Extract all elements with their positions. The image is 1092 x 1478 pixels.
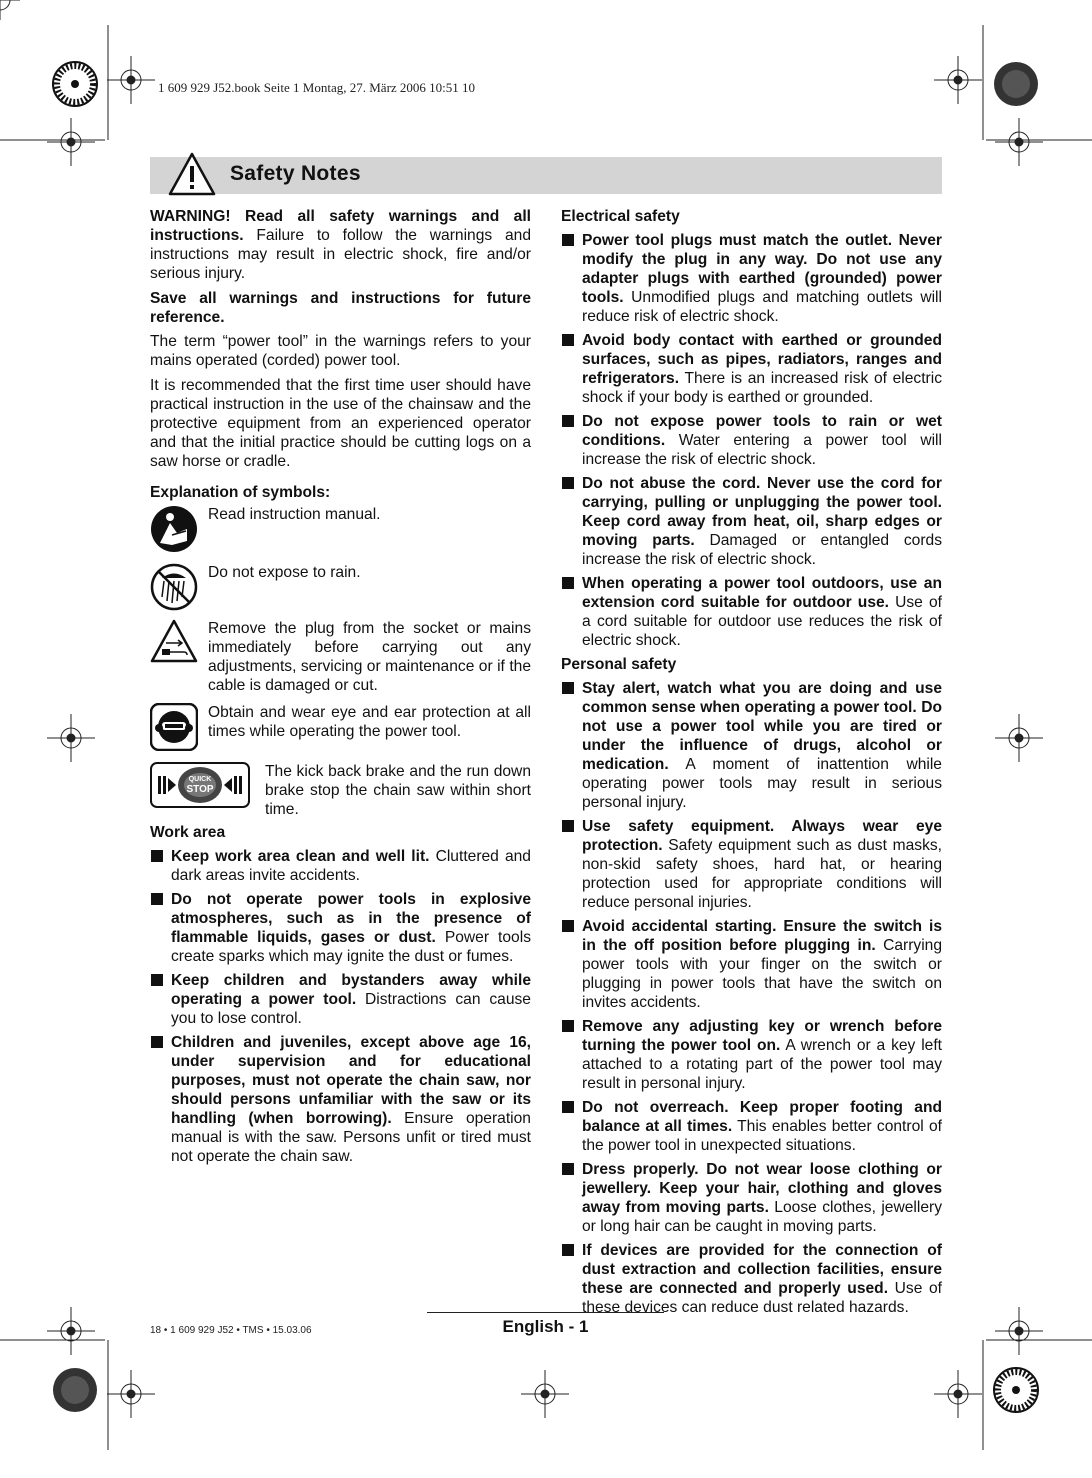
list-item: Remove any adjusting key or wrench before turning the power tool on. A wrench or a key left attached to a rotating part of the power tool may result in personal injury. xyxy=(561,1017,942,1093)
personal-safety-heading: Personal safety xyxy=(561,656,677,673)
warning-paragraph: WARNING! Read all safety warnings and all instructions. Failure to follow the warnings and instructions may result in electric shock, fire and/or serious injury. xyxy=(150,208,531,282)
print-code: 18 • 1 609 929 J52 • TMS • 15.03.06 xyxy=(150,1325,312,1336)
list-item: If devices are provided for the connection of dust extraction and collection facilities, ensure these are connected and properly used. Use of these devices can reduce dust related hazards. xyxy=(561,1241,942,1317)
symbol-row: Remove the plug from the socket or mains immediately before carrying out any adjustments, servicing or maintenance or if the cable is damaged or cut. xyxy=(150,619,531,697)
list-item: Children and juveniles, except above age 16, under supervision and for educational purposes, must not operate the chain saw, nor should persons unfamiliar with the saw or its handling (when borrowing). Ensure operation manual is with the saw. Persons unfit or tired must not operate the chain saw. xyxy=(150,1033,531,1166)
save-instructions: Save all warnings and instructions for future reference. xyxy=(150,290,531,326)
list-item: Keep children and bystanders away while operating a power tool. Distractions can cause you to lose control. xyxy=(150,971,531,1028)
unplug-warning-icon xyxy=(150,619,198,663)
quick-stop-icon xyxy=(150,762,250,808)
quick-stop-label-top: QUICK xyxy=(188,776,212,783)
list-item: Avoid body contact with earthed or grounded surfaces, such as pipes, radiators, ranges and refrigerators. There is an increased risk of electric shock if your body is earthed or grounded. xyxy=(561,331,942,407)
list-item: Avoid accidental starting. Ensure the switch is in the off position before plugging in. Carrying power tools with your finger on the switch or plugging in power tools that have the switch on invites accidents. xyxy=(561,917,942,1012)
list-item: Do not expose power tools to rain or wet conditions. Water entering a power tool will increase the risk of electric shock. xyxy=(561,412,942,469)
page-number: English - 1 xyxy=(427,1312,664,1337)
no-rain-icon xyxy=(150,563,198,611)
list-item: Stay alert, watch what you are doing and use common sense when operating a power tool. Do not use a power tool while you are tired or under the influence of drugs, alcohol or medication. A moment of inattention while operating power tools may result in serious personal injury. xyxy=(561,679,942,812)
symbol-row: Do not expose to rain. xyxy=(150,563,531,613)
list-item: Dress properly. Do not wear loose clothing or jewellery. Keep your hair, clothing and gloves away from moving parts. Loose clothes, jewellery or long hair can be caught in moving parts. xyxy=(561,1160,942,1236)
term-note: The term “power tool” in the warnings refers to your mains operated (corded) power tool. xyxy=(150,333,531,369)
recommendation: It is recommended that the first time user should have practical instruction in the use of the chainsaw and the protective equipment from an experienced operator and that the initial practice should be cutting logs on a saw horse or cradle. xyxy=(150,377,531,470)
right-column xyxy=(561,207,942,1322)
list-item: Do not operate power tools in explosive atmospheres, such as in the presence of flammable liquids, gases or dust. Power tools create sparks which may ignite the dust or fumes. xyxy=(150,890,531,966)
symbol-row: Obtain and wear eye and ear protection at all times while operating the power tool. xyxy=(150,703,531,756)
left-column xyxy=(150,207,531,1171)
symbol-row: Read instruction manual. xyxy=(150,505,531,557)
page-title: Safety Notes xyxy=(230,162,361,185)
list-item: Do not abuse the cord. Never use the cord for carrying, pulling or unplugging the power tool. Keep cord away from heat, oil, sharp edges or moving parts. Damaged or entangled cords increase the risk of electric shock. xyxy=(561,474,942,569)
symbol-row: QUICK STOP The kick back brake and the run down brake stop the chain saw within short time. xyxy=(150,762,531,817)
list-item: Keep work area clean and well lit. Cluttered and dark areas invite accidents. xyxy=(150,847,531,885)
warning-triangle-icon xyxy=(167,151,217,197)
symbols-heading: Explanation of symbols: xyxy=(150,484,331,501)
section-banner xyxy=(150,157,942,194)
list-item: Use safety equipment. Always wear eye protection. Safety equipment such as dust masks, non-skid safety shoes, hard hat, or hearing protection used for appropriate conditions will reduce personal injuries. xyxy=(561,817,942,912)
work-area-heading: Work area xyxy=(150,824,226,841)
read-manual-icon xyxy=(150,505,198,553)
eye-ear-protection-icon xyxy=(150,703,198,751)
book-file-info: 1 609 929 J52.book Seite 1 Montag, 27. März 2006 10:51 10 xyxy=(158,80,476,95)
list-item: Power tool plugs must match the outlet. Never modify the plug in any way. Do not use any adapter plugs with earthed (grounded) power tools. Unmodified plugs and matching outlets will reduce risk of electric shock. xyxy=(561,231,942,326)
electrical-safety-heading: Electrical safety xyxy=(561,208,680,225)
quick-stop-label-bottom: STOP xyxy=(186,784,214,795)
list-item: Do not overreach. Keep proper footing and balance at all times. This enables better control of the power tool in unexpected situations. xyxy=(561,1098,942,1155)
list-item: When operating a power tool outdoors, use an extension cord suitable for outdoor use. Use of a cord suitable for outdoor use reduces the risk of electric shock. xyxy=(561,574,942,650)
